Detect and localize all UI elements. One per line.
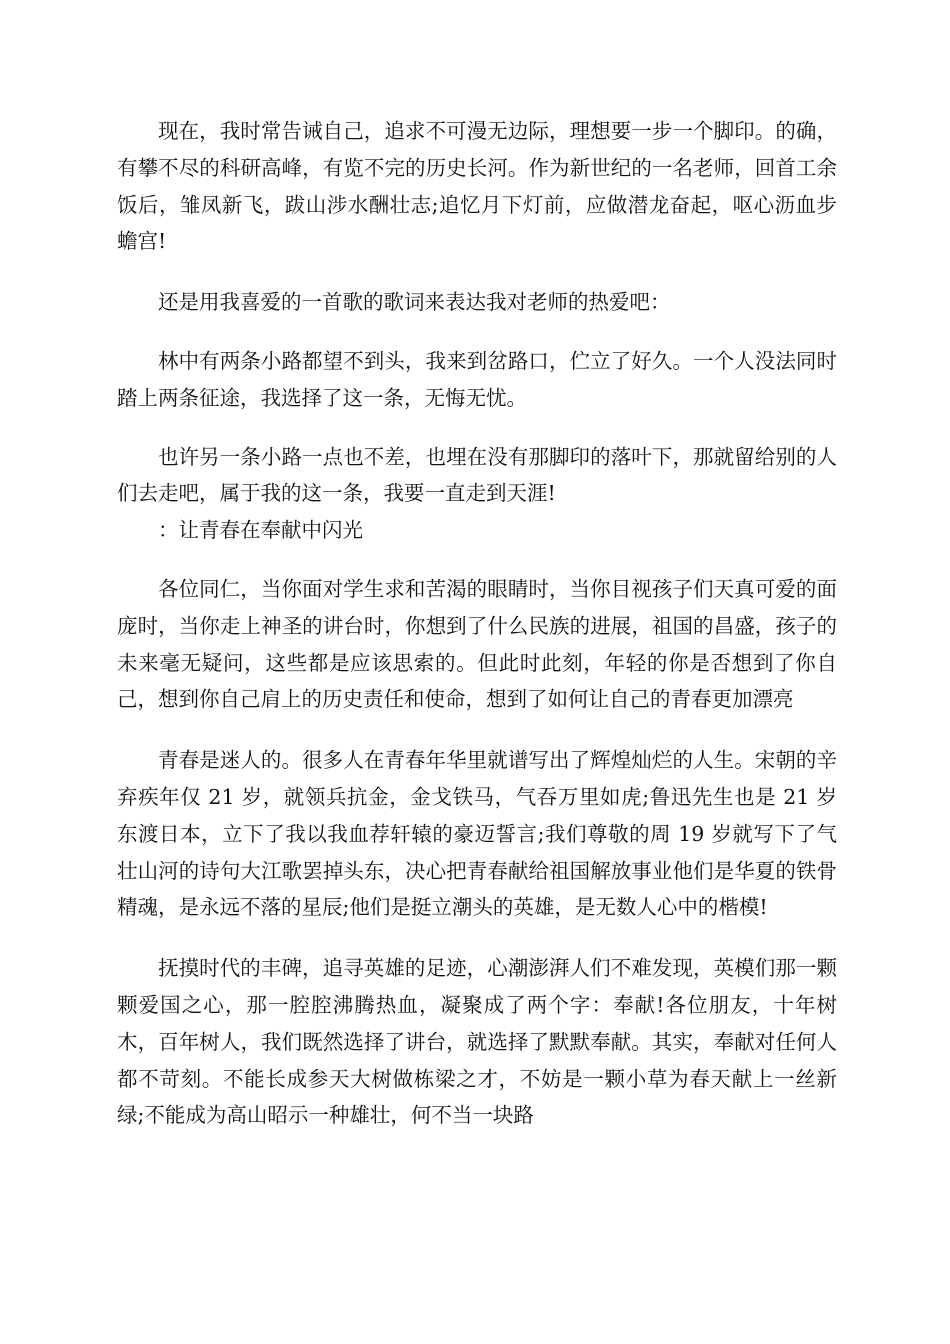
paragraph-youth: 青春是迷人的。很多人在青春年华里就谱写出了辉煌灿烂的人生。宋朝的辛弃疾年仅 21 岁，就领兵抗金，金戈铁马，气吞万里如虎;鲁迅先生也是 21 岁东渡日本，立下了我以我血荐轩辕的豪迈誓言;我们尊敬的周 19 岁就写下了气壮山河的诗句大江歌罢掉头东，决心把青春献给祖国解放事业他们是华夏的铁骨精魂，是永远不落的星辰;他们是挺立潮头的英雄，是无数人心中的楷模! [117,748,837,920]
paragraph-aspiration: 现在，我时常告诫自己，追求不可漫无边际，理想要一步一个脚印。的确，有攀不尽的科研高峰，有览不完的历史长河。作为新世纪的一名老师，回首工余饭后，雏凤新飞，跋山涉水酬壮志;追忆月下灯前，应做潜龙奋起，呕心沥血步蟾宫! [117,119,837,254]
paragraph-song-intro: 还是用我喜爱的一首歌的歌词来表达我对老师的热爱吧： [158,290,671,315]
section-heading: ：让青春在奉献中闪光 [158,518,363,543]
paragraph-lyrics-1: 林中有两条小路都望不到头，我来到岔路口，伫立了好久。一个人没法同时踏上两条征途，我选择了这一条，无悔无忧。 [117,348,837,410]
paragraph-colleagues: 各位同仁，当你面对学生求和苦渴的眼睛时，当你目视孩子们天真可爱的面庞时，当你走上神圣的讲台时，你想到了什么民族的进展，祖国的昌盛，孩子的未来毫无疑问，这些都是应该思索的。但此时此刻，年轻的你是否想到了你自己，想到你自己肩上的历史责任和使命，想到了如何让自己的青春更加漂亮 [117,576,837,712]
paragraph-lyrics-2: 也许另一条小路一点也不差，也埋在没有那脚印的落叶下，那就留给别的人们去走吧，属于我的这一条，我要一直走到天涯! [117,444,837,506]
document-page [117,113,837,1134]
paragraph-dedication: 抚摸时代的丰碑，追寻英雄的足迹，心潮澎湃人们不难发现，英模们那一颗颗爱国之心，那一腔腔沸腾热血，凝聚成了两个字：奉献!各位朋友，十年树木，百年树人，我们既然选择了讲台，就选择了默默奉献。其实，奉献对任何人都不苛刻。不能长成参天大树做栋梁之才，不妨是一颗小草为春天献上一丝新绿;不能成为高山昭示一种雄壮，何不当一块路 [117,956,837,1128]
